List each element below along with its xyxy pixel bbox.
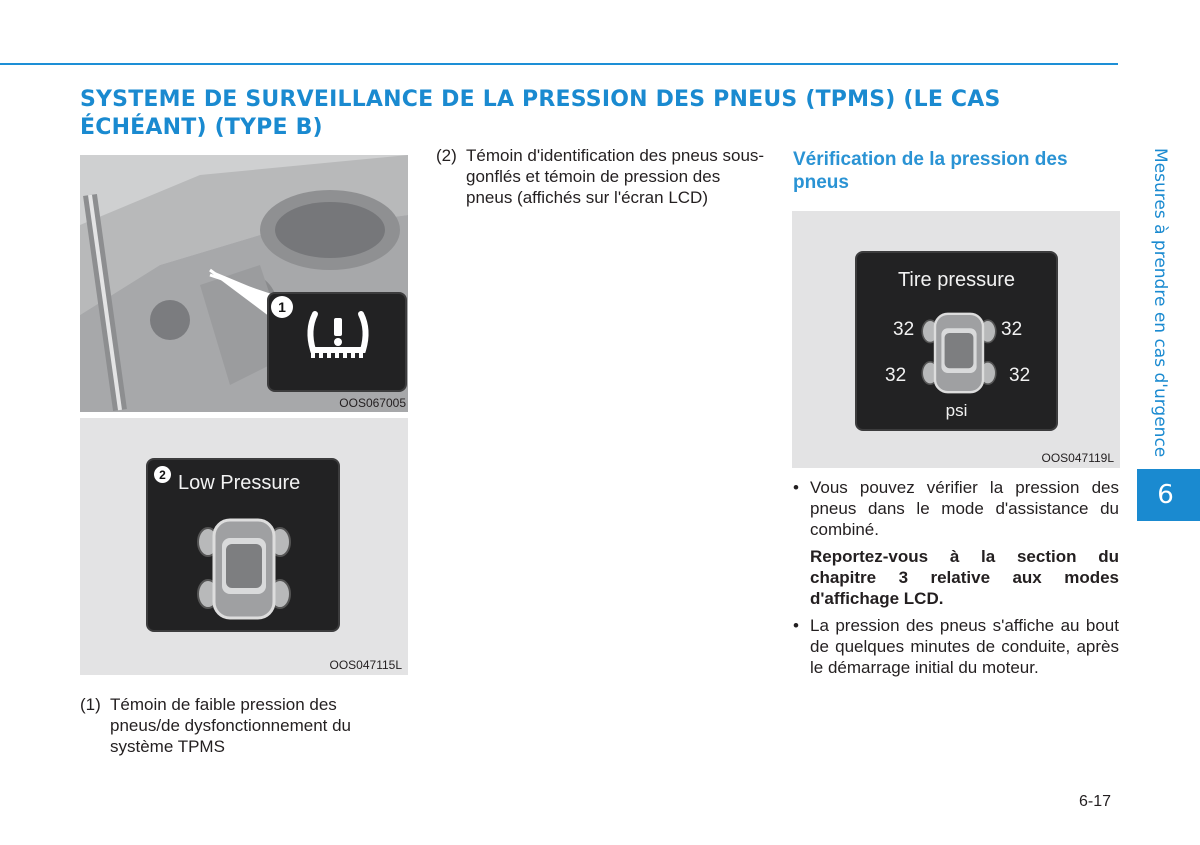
tire-pressure-title: Tire pressure <box>897 269 1016 291</box>
bullet-symbol: • <box>793 478 799 497</box>
low-pressure-title: Low Pressure <box>178 472 301 494</box>
caption-text: Témoin de faible pression des pneus/de dysfonctionnement du système TPMS <box>110 695 352 756</box>
chapter-number-tab[interactable]: 6 <box>1137 469 1200 521</box>
rear-left-pressure: 32 <box>885 365 907 386</box>
page-number: 6-17 <box>1079 793 1112 810</box>
bullet-text: Vous pouvez vérifier la pression des pneus dans le mode d'assistance du combiné. <box>810 478 1119 539</box>
dashboard-figure <box>80 155 408 412</box>
bullet-item <box>793 477 1119 540</box>
tire-pressure-figure <box>792 211 1120 468</box>
pressure-unit: psi <box>945 401 968 420</box>
rear-right-pressure: 32 <box>1009 365 1031 386</box>
section-heading: Vérification de la pression des pneus <box>793 149 1068 193</box>
header-rule <box>0 63 1118 65</box>
front-right-pressure: 32 <box>1001 319 1023 340</box>
low-pressure-figure <box>80 418 408 675</box>
caption-number: (1) <box>80 695 101 714</box>
callout-1: 1 <box>271 296 293 318</box>
caption-text: Témoin d'identification des pneus sous-gonflés et témoin de pression des pneus (affichés sur l'écran LCD) <box>466 146 765 207</box>
caption-2 <box>436 145 771 208</box>
figure-code: OOS067005 <box>339 396 406 410</box>
front-left-pressure: 32 <box>893 319 915 340</box>
car-top-view-icon <box>194 514 294 624</box>
caption-1 <box>80 694 410 757</box>
reference-note: Reportez-vous à la section du chapitre 3 relative aux modes d'affichage LCD. <box>810 547 1119 608</box>
bullet-text: La pression des pneus s'affiche au bout de quelques minutes de conduite, après le démarrage initial du moteur. <box>810 616 1119 677</box>
bullet-symbol: • <box>793 616 799 635</box>
bullet-item <box>793 615 1119 678</box>
figure-code: OOS047119L <box>1041 451 1114 465</box>
car-top-view-icon <box>919 309 999 397</box>
tpms-warning-icon <box>303 308 373 374</box>
chapter-side-label: Mesures à prendre en cas d'urgence <box>1150 148 1170 458</box>
figure-code: OOS047115L <box>329 658 402 672</box>
tire-pressure-screen <box>855 251 1058 431</box>
tpms-warning-lamp-panel <box>267 292 407 392</box>
callout-2: 2 <box>154 466 171 483</box>
page-title: SYSTEME DE SURVEILLANCE DE LA PRESSION DES PNEUS (TPMS) (LE CAS ÉCHÉANT) (TYPE B) <box>80 87 1001 140</box>
caption-number: (2) <box>436 146 457 165</box>
low-pressure-screen <box>146 458 340 632</box>
